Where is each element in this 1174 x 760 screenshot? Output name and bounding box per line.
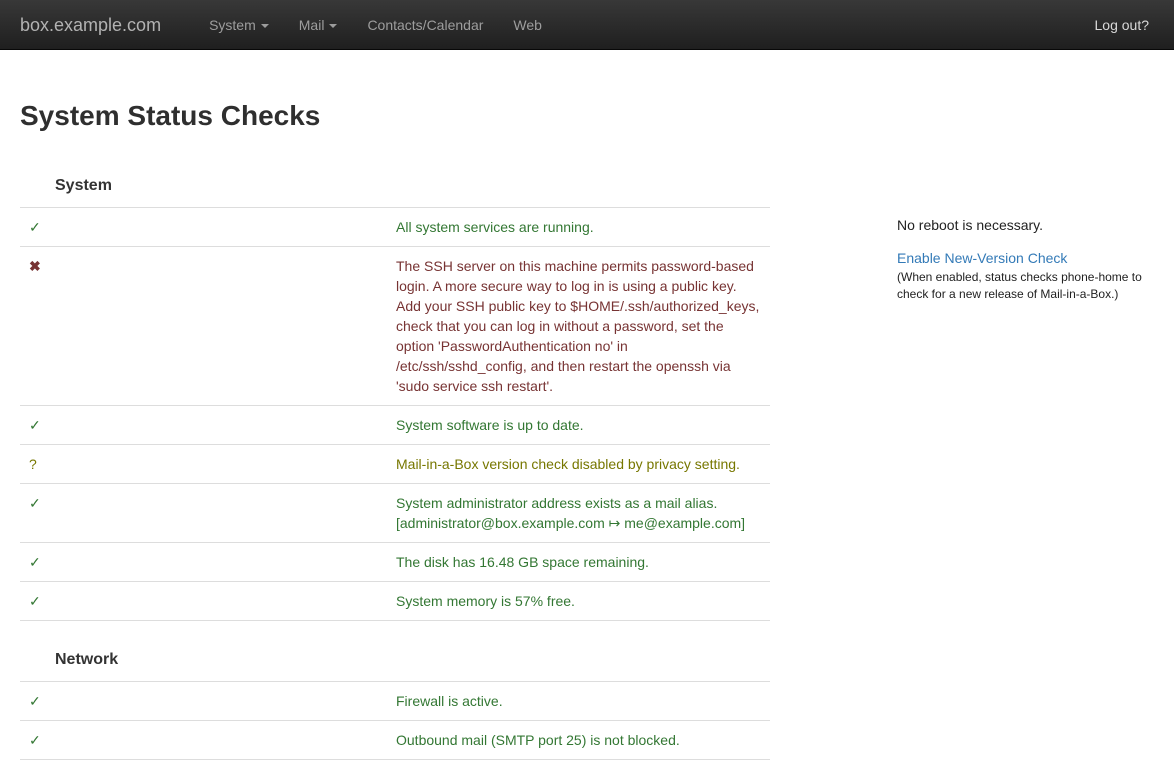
check-icon: ✓ bbox=[20, 721, 395, 760]
status-message: Mail-in-a-Box version check disabled by privacy setting. bbox=[395, 445, 770, 484]
question-icon: ? bbox=[20, 445, 395, 484]
status-row bbox=[20, 721, 770, 760]
section-heading-network: Network bbox=[55, 651, 770, 669]
status-message: The SSH server on this machine permits password-based login. A more secure way to log in is using a public key. Add your SSH public key to $HOME/.ssh/authorized_keys, check that you can log in without a password, set the option 'PasswordAuthentication no' in /etc/ssh/sshd_config, and then restart the openssh via 'sudo service ssh restart'. bbox=[395, 247, 770, 406]
nav-item-mail-label: Mail bbox=[299, 17, 325, 33]
page-title: System Status Checks bbox=[20, 100, 770, 131]
reboot-status-text: No reboot is necessary. bbox=[897, 215, 1153, 235]
error-icon: ✖ bbox=[20, 247, 395, 406]
nav-item-web-label: Web bbox=[513, 17, 542, 33]
status-row bbox=[20, 445, 770, 484]
navbar bbox=[0, 0, 1174, 50]
check-icon: ✓ bbox=[20, 406, 395, 445]
navbar-brand[interactable]: box.example.com bbox=[0, 0, 176, 49]
check-icon: ✓ bbox=[20, 484, 395, 543]
status-sidebar bbox=[897, 215, 1153, 303]
check-icon: ✓ bbox=[20, 682, 395, 721]
version-check-note: (When enabled, status checks phone-home to check for a new release of Mail-in-a-Box.) bbox=[897, 269, 1153, 303]
status-row bbox=[20, 208, 770, 247]
nav-item-web[interactable] bbox=[498, 0, 557, 49]
enable-version-check-link[interactable]: Enable New-Version Check bbox=[897, 248, 1067, 268]
status-message: Firewall is active. bbox=[395, 682, 770, 721]
caret-down-icon bbox=[261, 24, 269, 28]
nav-item-system-label: System bbox=[209, 17, 256, 33]
status-message: The disk has 16.48 GB space remaining. bbox=[395, 543, 770, 582]
section-heading-system: System bbox=[55, 177, 770, 195]
navbar-spacer bbox=[557, 0, 1080, 49]
status-row bbox=[20, 682, 770, 721]
status-message: Outbound mail (SMTP port 25) is not blocked. bbox=[395, 721, 770, 760]
status-row bbox=[20, 406, 770, 445]
nav-item-mail[interactable] bbox=[284, 0, 353, 49]
check-icon: ✓ bbox=[20, 208, 395, 247]
status-row bbox=[20, 543, 770, 582]
main-column bbox=[20, 100, 770, 760]
status-message: All system services are running. bbox=[395, 208, 770, 247]
navbar-links bbox=[194, 0, 557, 49]
nav-item-system[interactable] bbox=[194, 0, 284, 49]
status-message: System software is up to date. bbox=[395, 406, 770, 445]
check-icon: ✓ bbox=[20, 582, 395, 621]
nav-item-contacts-calendar-label: Contacts/Calendar bbox=[367, 17, 483, 33]
status-row bbox=[20, 484, 770, 543]
status-message: System memory is 57% free. bbox=[395, 582, 770, 621]
section-heading-row bbox=[20, 147, 770, 208]
section-heading-row bbox=[20, 621, 770, 682]
logout-link[interactable]: Log out? bbox=[1080, 0, 1174, 49]
status-message: System administrator address exists as a mail alias. [administrator@box.example.com ↦ me@example.com] bbox=[395, 484, 770, 543]
caret-down-icon bbox=[329, 24, 337, 28]
status-checks-table bbox=[20, 147, 770, 760]
check-icon: ✓ bbox=[20, 543, 395, 582]
status-row bbox=[20, 247, 770, 406]
page-content bbox=[0, 100, 1174, 760]
status-row bbox=[20, 582, 770, 621]
nav-item-contacts-calendar[interactable] bbox=[352, 0, 498, 49]
